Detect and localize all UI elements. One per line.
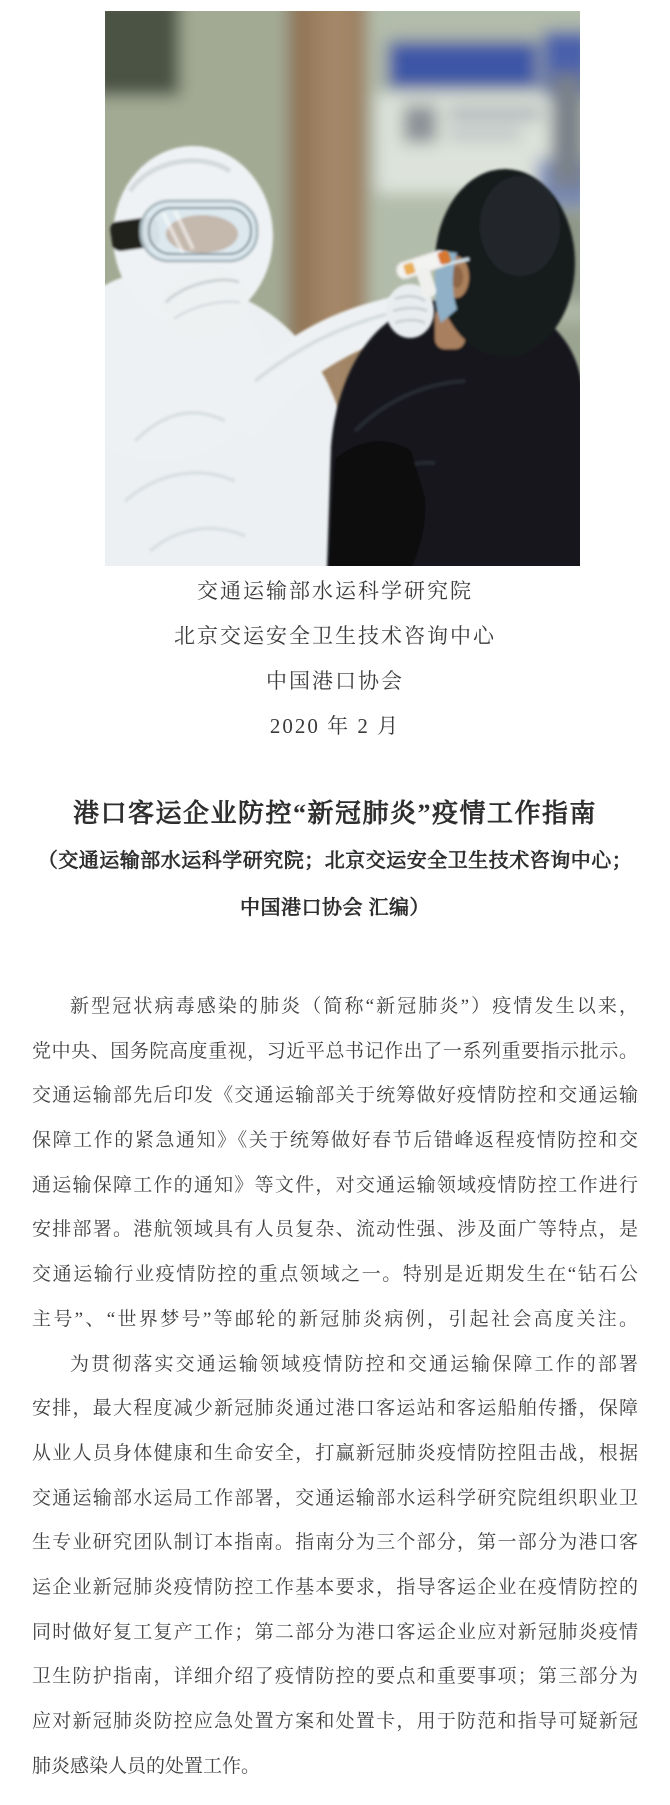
body-text-line: 通运输保障工作的通知》等文件，对交通运输领域疫情防控工作进行 xyxy=(32,1174,638,1196)
document-title: 港口客运企业防控“新冠肺炎”疫情工作指南 xyxy=(72,799,597,828)
body-text-line: 卫生防护指南，详细介绍了疫情防控的要点和重要事项；第三部分为 xyxy=(32,1666,638,1688)
cover-photo xyxy=(105,11,580,566)
cover-photo-illustration xyxy=(105,11,580,566)
document-subtitle xyxy=(0,838,670,932)
blue-sign xyxy=(388,41,538,89)
body-text-line: 交通运输部先后印发《交通运输部关于统筹做好疫情防控和交通运输 xyxy=(32,1085,638,1107)
organization-list xyxy=(0,569,670,704)
body-text-line: 保障工作的紧急通知》《关于统筹做好春节后错峰返程疫情防控和交 xyxy=(32,1130,638,1152)
body-text-line: 同时做好复工复产工作；第二部分为港口客运企业应对新冠肺炎疫情 xyxy=(32,1621,638,1643)
body-text-line: 生专业研究团队制订本指南。指南分为三个部分，第一部分为港口客 xyxy=(32,1532,638,1554)
body-text-line: 应对新冠肺炎防控应急处置方案和处置卡，用于防范和指导可疑新冠 xyxy=(32,1711,638,1732)
document-subtitle-line: （交通运输部水运科学研究院；北京交运安全卫生技术咨询中心； xyxy=(37,850,633,872)
body-text-line: 肺炎感染人员的处置工作。 xyxy=(32,1755,261,1777)
body-text-line: 安排部署。港航领域具有人员复杂、流动性强、涉及面广等特点，是 xyxy=(32,1219,638,1241)
body-text-line: 运企业新冠肺炎疫情防控工作基本要求，指导客运企业在疫情防控的 xyxy=(32,1576,638,1598)
body-text-line: 为贯彻落实交通运输领域疫情防控和交通运输保障工作的部署 xyxy=(70,1353,638,1375)
front-matter xyxy=(0,569,670,749)
document-subtitle-line: 中国港口协会 汇编） xyxy=(240,897,430,919)
body-text-line: 新型冠状病毒感染的肺炎（简称“新冠肺炎”）疫情发生以来， xyxy=(70,996,638,1017)
body-text-line: 党中央、国务院高度重视，习近平总书记作出了一系列重要指示批示。 xyxy=(32,1040,638,1062)
shoulder-bag xyxy=(329,441,425,566)
body-text-line: 交通运输行业疫情防控的重点领域之一。特别是近期发生在“钻石公 xyxy=(32,1264,638,1286)
organization-name: 北京交运安全卫生技术咨询中心 xyxy=(174,624,496,648)
body-text-line: 安排，最大程度减少新冠肺炎通过港口客运站和客运船舶传播，保障 xyxy=(32,1398,638,1420)
body-text-line: 从业人员身体健康和生命安全，打赢新冠肺炎疫情防控阻击战，根据 xyxy=(32,1442,638,1464)
organization-name: 交通运输部水运科学研究院 xyxy=(197,579,473,603)
body-text-line: 主号”、“世界梦号”等邮轮的新冠肺炎病例，引起社会高度关注。 xyxy=(32,1308,638,1330)
body-text-line: 交通运输部水运局工作部署，交通运输部水运科学研究院组织职业卫 xyxy=(32,1487,638,1509)
organization-name: 中国港口协会 xyxy=(266,669,404,693)
document-body xyxy=(32,985,638,1789)
publication-date: 2020 年 2 月 xyxy=(269,714,401,738)
